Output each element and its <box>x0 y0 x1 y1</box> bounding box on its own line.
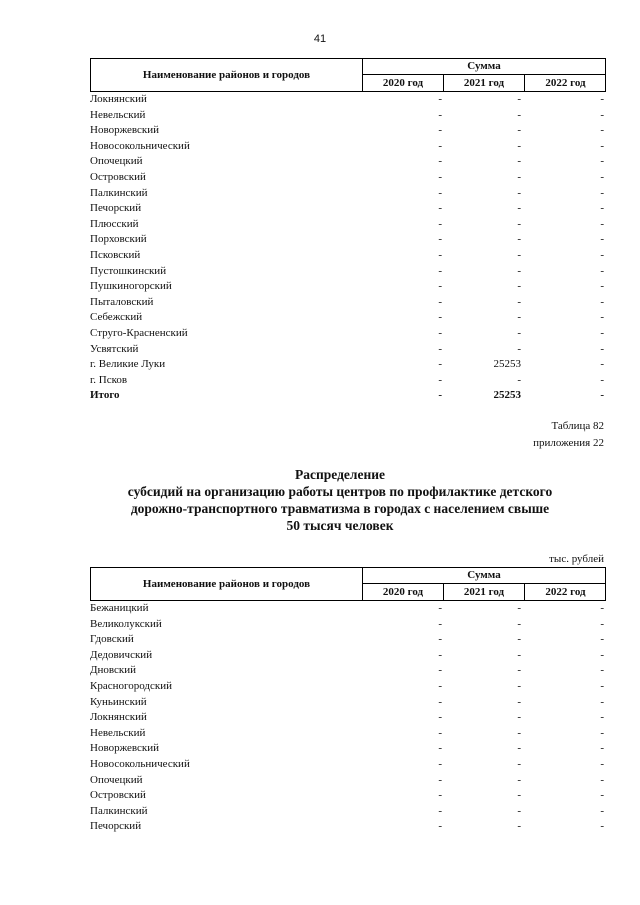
table-row <box>90 154 606 170</box>
district-name: Опочецкий <box>90 155 143 168</box>
value-2021: - <box>517 311 521 324</box>
value-2022: - <box>600 295 604 308</box>
value-2021: - <box>517 726 521 739</box>
title-line-3: дорожно-транспортного травматизма в городах с населением свыше <box>130 501 550 516</box>
district-name: Гдовский <box>90 633 134 646</box>
table-row <box>90 123 606 139</box>
value-2022: - <box>600 789 604 802</box>
table-row <box>90 788 606 804</box>
header-year-2020: 2020 год <box>363 584 444 600</box>
value-2020: - <box>438 342 442 355</box>
value-2022: - <box>600 264 604 277</box>
district-name: Палкинский <box>90 804 148 817</box>
value-2022: - <box>600 633 604 646</box>
table-row <box>90 295 606 311</box>
district-name: Новосокольнический <box>90 139 190 152</box>
value-2022: - <box>600 326 604 339</box>
table-row <box>90 92 606 108</box>
value-2020: - <box>438 358 442 371</box>
caption-appendix: приложения 22 <box>533 437 604 449</box>
table-row <box>90 201 606 217</box>
district-name: Дедовичский <box>90 648 153 661</box>
table-row <box>90 773 606 789</box>
value-2022: - <box>600 389 604 402</box>
header-year-2022: 2022 год <box>545 586 586 598</box>
district-name: Куньинский <box>90 695 147 708</box>
value-2020: - <box>438 233 442 246</box>
value-2022: - <box>600 695 604 708</box>
value-2021: - <box>517 695 521 708</box>
value-2020: - <box>438 93 442 105</box>
value-2022: - <box>600 139 604 152</box>
value-2020: - <box>438 711 442 724</box>
value-2020: - <box>438 139 442 152</box>
header-year-2022: 2022 год <box>545 77 586 89</box>
value-2022: - <box>600 342 604 355</box>
value-2022: - <box>600 373 604 386</box>
table-row <box>90 617 606 633</box>
value-2020: - <box>438 248 442 261</box>
district-name: Опочецкий <box>90 773 143 786</box>
table-row <box>90 632 606 648</box>
value-2020: - <box>438 726 442 739</box>
value-2021: - <box>517 679 521 692</box>
district-name: Плюсский <box>90 217 139 230</box>
value-2021: - <box>517 186 521 199</box>
value-2021: - <box>517 773 521 786</box>
table-row <box>90 248 606 264</box>
table-row <box>90 373 606 389</box>
page-number: 41 <box>313 33 327 45</box>
value-2022: - <box>600 202 604 215</box>
value-2020: - <box>438 202 442 215</box>
value-2022: - <box>600 617 604 630</box>
value-2020: - <box>438 295 442 308</box>
value-2020: - <box>438 389 442 402</box>
value-2021: - <box>517 648 521 661</box>
table-header <box>90 58 606 92</box>
district-name: Пушкиногорский <box>90 280 172 293</box>
value-2021: - <box>517 757 521 770</box>
district-name: Новосокольнический <box>90 757 190 770</box>
section-title <box>60 466 620 534</box>
district-name: Печорский <box>90 820 142 833</box>
district-name: Бежаницкий <box>90 602 149 614</box>
value-2022: - <box>600 248 604 261</box>
district-name: Пустошкинский <box>90 264 167 277</box>
units-label: тыс. рублей <box>549 553 604 565</box>
table-row <box>90 648 606 664</box>
value-2020: - <box>438 648 442 661</box>
value-2021: - <box>517 233 521 246</box>
table-row <box>90 710 606 726</box>
value-2021: - <box>517 633 521 646</box>
total-row <box>90 388 606 404</box>
table-row <box>90 663 606 679</box>
value-2021: - <box>517 664 521 677</box>
value-2022: - <box>600 820 604 833</box>
value-2020: - <box>438 804 442 817</box>
district-name: Новоржевский <box>90 742 160 755</box>
table-row <box>90 819 606 835</box>
value-2021: - <box>517 804 521 817</box>
title-line-4: 50 тысяч человек <box>286 518 394 533</box>
table-row <box>90 170 606 186</box>
value-2021: - <box>517 789 521 802</box>
header-year-2021: 2021 год <box>444 584 525 600</box>
district-name: Новоржевский <box>90 124 160 137</box>
district-name: Палкинский <box>90 186 148 199</box>
table-row <box>90 741 606 757</box>
header-name-column: Наименование районов и городов <box>91 59 363 91</box>
value-2021: - <box>517 280 521 293</box>
value-2021: - <box>517 139 521 152</box>
value-2021: - <box>517 202 521 215</box>
value-2022: - <box>600 648 604 661</box>
district-name: Псковский <box>90 248 141 261</box>
table-row <box>90 310 606 326</box>
value-2022: - <box>600 358 604 371</box>
value-2020: - <box>438 326 442 339</box>
value-2022: - <box>600 170 604 183</box>
value-2021: - <box>517 342 521 355</box>
value-2021: - <box>517 93 521 105</box>
table-row <box>90 342 606 358</box>
header-sum-column: Сумма <box>363 568 605 584</box>
value-2021: - <box>517 820 521 833</box>
value-2021: - <box>517 217 521 230</box>
value-2022: - <box>600 679 604 692</box>
table-body <box>90 92 606 404</box>
value-2020: - <box>438 633 442 646</box>
value-2021: - <box>517 373 521 386</box>
district-name: Островский <box>90 170 146 183</box>
total-label: Итого <box>90 389 120 402</box>
value-2022: - <box>600 804 604 817</box>
table-1 <box>90 58 606 404</box>
value-2021: - <box>517 295 521 308</box>
value-2022: - <box>600 311 604 324</box>
district-name: Локнянский <box>90 711 147 724</box>
value-2021: - <box>517 170 521 183</box>
table-row <box>90 679 606 695</box>
table-row <box>90 139 606 155</box>
table-row <box>90 601 606 617</box>
district-name: Локнянский <box>90 93 147 105</box>
district-name: Невельский <box>90 108 146 121</box>
table-header <box>90 567 606 601</box>
table-row <box>90 186 606 202</box>
value-2020: - <box>438 217 442 230</box>
value-2020: - <box>438 742 442 755</box>
value-2020: - <box>438 679 442 692</box>
value-2021: - <box>517 617 521 630</box>
value-2022: - <box>600 155 604 168</box>
value-2020: - <box>438 311 442 324</box>
header-year-2020: 2020 год <box>363 75 444 91</box>
value-2022: - <box>600 93 604 105</box>
district-name: Струго-Красненский <box>90 326 188 339</box>
value-2020: - <box>438 617 442 630</box>
district-name: Дновский <box>90 664 137 677</box>
value-2020: - <box>438 124 442 137</box>
value-2022: - <box>600 280 604 293</box>
value-2022: - <box>600 773 604 786</box>
value-2020: - <box>438 695 442 708</box>
value-2022: - <box>600 726 604 739</box>
district-name: Печорский <box>90 202 142 215</box>
value-2021: - <box>517 124 521 137</box>
value-2020: - <box>438 108 442 121</box>
table-row <box>90 757 606 773</box>
table-row <box>90 357 606 373</box>
table-row <box>90 726 606 742</box>
value-2022: - <box>600 711 604 724</box>
value-2022: - <box>600 757 604 770</box>
header-year-2021: 2021 год <box>444 75 525 91</box>
value-2020: - <box>438 155 442 168</box>
value-2020: - <box>438 186 442 199</box>
value-2021: - <box>517 108 521 121</box>
value-2021: - <box>517 602 521 614</box>
caption-table-number: Таблица 82 <box>551 420 604 432</box>
district-name: Пыталовский <box>90 295 154 308</box>
title-line-1: Распределение <box>294 467 386 482</box>
district-name: Порховский <box>90 233 147 246</box>
value-2020: - <box>438 602 442 614</box>
table-row <box>90 326 606 342</box>
header-sum-column: Сумма <box>363 59 605 75</box>
value-2021: 25253 <box>493 389 521 402</box>
value-2021: 25253 <box>493 358 521 371</box>
value-2020: - <box>438 373 442 386</box>
table-caption <box>533 418 604 452</box>
header-name-column: Наименование районов и городов <box>91 568 363 600</box>
value-2021: - <box>517 248 521 261</box>
value-2021: - <box>517 711 521 724</box>
table-2 <box>90 567 606 835</box>
district-name: Себежский <box>90 311 143 324</box>
value-2022: - <box>600 233 604 246</box>
value-2020: - <box>438 664 442 677</box>
value-2021: - <box>517 264 521 277</box>
district-name: Великолукский <box>90 617 162 630</box>
table-row <box>90 279 606 295</box>
district-name: Невельский <box>90 726 146 739</box>
table-row <box>90 108 606 124</box>
value-2022: - <box>600 217 604 230</box>
value-2022: - <box>600 108 604 121</box>
value-2020: - <box>438 820 442 833</box>
table-row <box>90 264 606 280</box>
value-2020: - <box>438 170 442 183</box>
district-name: Островский <box>90 789 146 802</box>
district-name: Красногородский <box>90 679 173 692</box>
value-2020: - <box>438 757 442 770</box>
value-2021: - <box>517 326 521 339</box>
value-2020: - <box>438 264 442 277</box>
value-2020: - <box>438 280 442 293</box>
table-body <box>90 601 606 835</box>
district-name: Усвятский <box>90 342 139 355</box>
table-row <box>90 232 606 248</box>
district-name: г. Псков <box>90 373 128 386</box>
table-row <box>90 804 606 820</box>
value-2022: - <box>600 742 604 755</box>
district-name: г. Великие Луки <box>90 358 166 371</box>
title-line-2: субсидий на организацию работы центров по профилактике детского <box>127 484 553 499</box>
value-2020: - <box>438 773 442 786</box>
value-2020: - <box>438 789 442 802</box>
value-2022: - <box>600 124 604 137</box>
value-2022: - <box>600 186 604 199</box>
table-row <box>90 217 606 233</box>
value-2022: - <box>600 602 604 614</box>
table-row <box>90 695 606 711</box>
value-2021: - <box>517 155 521 168</box>
value-2022: - <box>600 664 604 677</box>
value-2021: - <box>517 742 521 755</box>
